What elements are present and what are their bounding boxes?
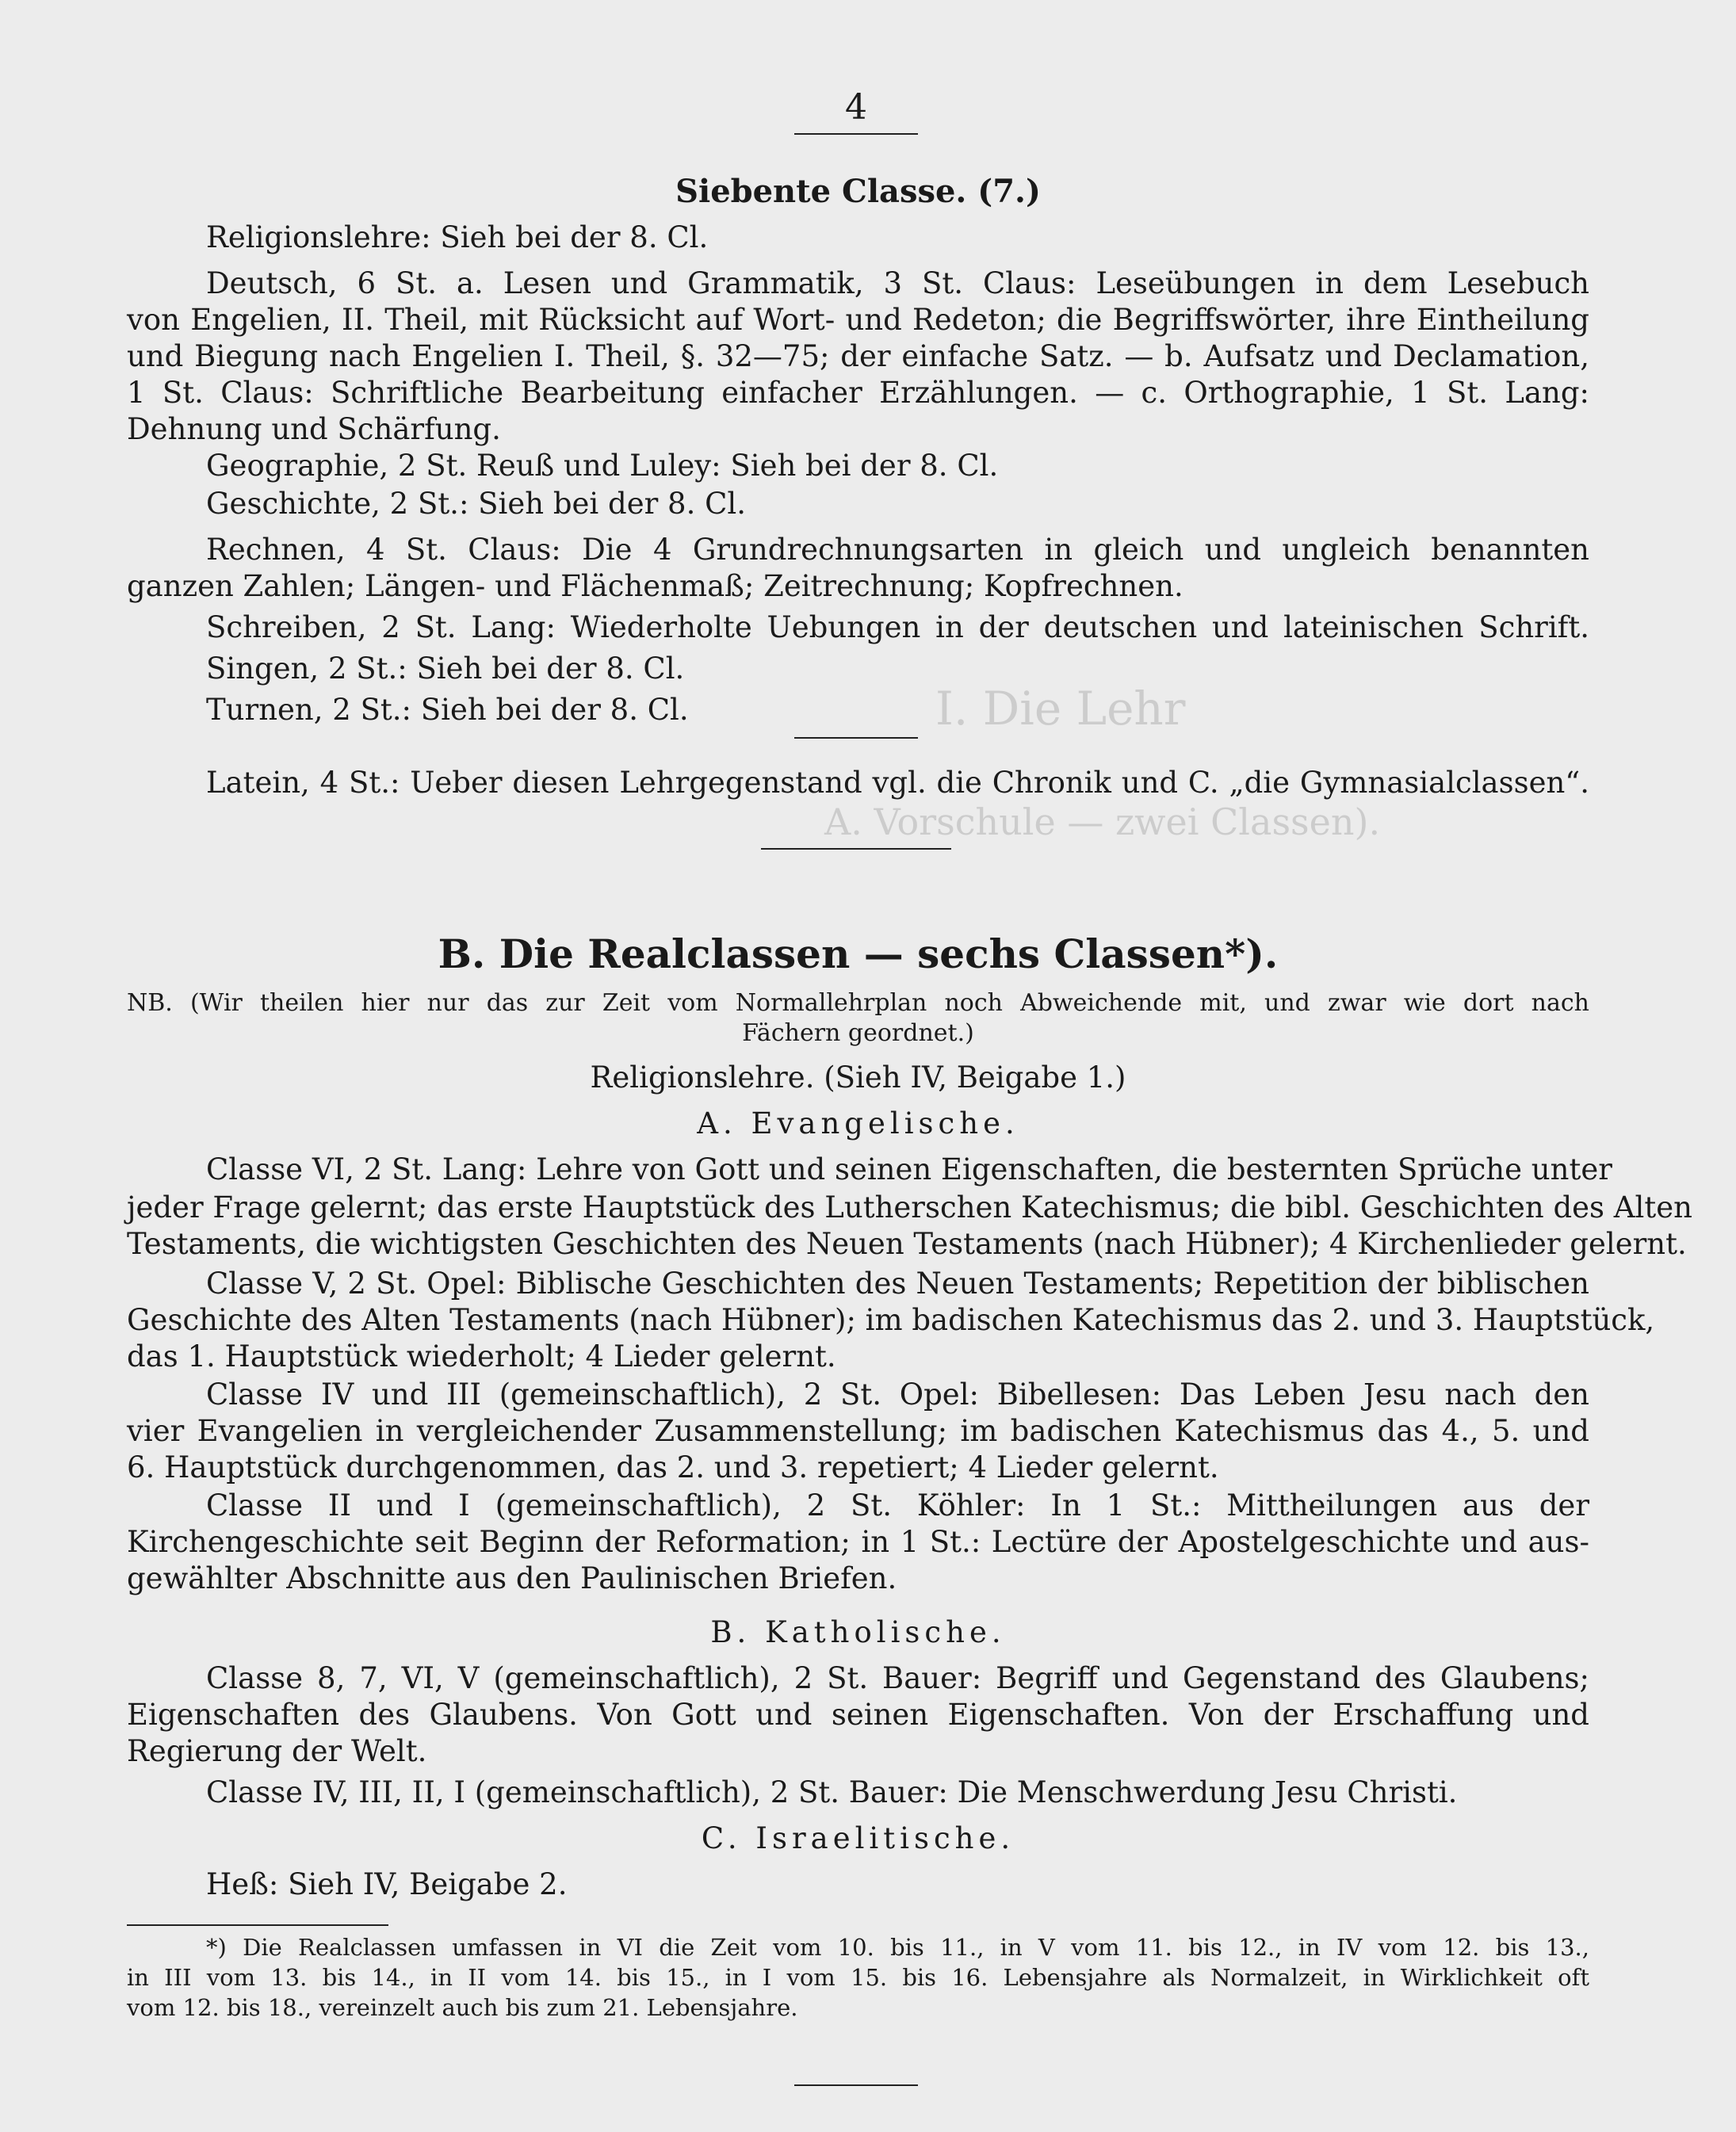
paragraph-line: Deutsch, 6 St. a. Lesen und Grammatik, 3 St. Claus: Leseübungen in dem Lesebuch	[206, 266, 1589, 300]
footnote-rule	[127, 1924, 388, 1926]
paragraph-line: Classe IV und III (gemeinschaftlich), 2 St. Opel: Bibellesen: Das Leben Jesu nach den	[206, 1377, 1589, 1412]
note-line: Fächern geordnet.)	[742, 1019, 974, 1047]
subsection-title-religionslehre: Religionslehre. (Sieh IV, Beigabe 1.)	[590, 1060, 1126, 1095]
footnote-line: vom 12. bis 18., vereinzelt auch bis zum 21. Lebensjahre.	[127, 1994, 798, 2021]
paragraph-line: Geschichte, 2 St.: Sieh bei der 8. Cl.	[206, 487, 747, 521]
note-line: NB. (Wir theilen hier nur das zur Zeit vom Normallehrplan noch Abweichende mit, und zwar wie dort nach	[127, 989, 1589, 1017]
footnote-line: *) Die Realclassen umfassen in VI die Zeit vom 10. bis 11., in V vom 11. bis 12., in IV vom 12. bis 13.,	[206, 1934, 1589, 1961]
paragraph-line: vier Evangelien in vergleichender Zusammenstellung; im badischen Katechismus das 4., 5. und	[127, 1414, 1589, 1448]
bleed-through-heading: I. Die Lehr	[935, 682, 1186, 736]
paragraph-line: Rechnen, 4 St. Claus: Die 4 Grundrechnungsarten in gleich und ungleich benannten	[206, 533, 1589, 567]
section-title-realclassen: B. Die Realclassen — sechs Classen*).	[438, 930, 1279, 977]
page-end-rule	[794, 2084, 918, 2086]
paragraph-line: Classe 8, 7, VI, V (gemeinschaftlich), 2 St. Bauer: Begriff und Gegenstand des Glaubens;	[206, 1661, 1589, 1695]
subsection-title-israelitische: C. Israelitische.	[701, 1821, 1015, 1855]
section-divider	[794, 737, 918, 739]
paragraph-line: 6. Hauptstück durchgenommen, das 2. und 3. repetiert; 4 Lieder gelernt.	[127, 1450, 1219, 1484]
paragraph-line: das 1. Hauptstück wiederholt; 4 Lieder gelernt.	[127, 1339, 836, 1374]
paragraph-line: Singen, 2 St.: Sieh bei der 8. Cl.	[206, 651, 685, 686]
paragraph-line: Testaments, die wichtigsten Geschichten des Neuen Testaments (nach Hübner); 4 Kirchenlieder gelernt.	[127, 1227, 1687, 1261]
paragraph-line: jeder Frage gelernt; das erste Hauptstück des Lutherschen Katechismus; die bibl. Geschichten des Alten	[127, 1190, 1692, 1225]
subsection-title-katholische: B. Katholische.	[710, 1615, 1006, 1649]
paragraph-line: Classe VI, 2 St. Lang: Lehre von Gott und seinen Eigenschaften, die besternten Sprüche unter	[206, 1152, 1612, 1186]
paragraph-line: Turnen, 2 St.: Sieh bei der 8. Cl.	[206, 693, 689, 727]
paragraph-line: Eigenschaften des Glaubens. Von Gott und seinen Eigenschaften. Von der Erschaffung und	[127, 1698, 1589, 1732]
paragraph-line: Regierung der Welt.	[127, 1734, 427, 1768]
paragraph-line: Kirchengeschichte seit Beginn der Reformation; in 1 St.: Lectüre der Apostelgeschichte und aus-	[127, 1525, 1589, 1559]
paragraph-line: 1 St. Claus: Schriftliche Bearbeitung einfacher Erzählungen. — c. Orthographie, 1 St. Lang:	[127, 376, 1589, 410]
paragraph-line: Classe II und I (gemeinschaftlich), 2 St. Köhler: In 1 St.: Mittheilungen aus der	[206, 1488, 1589, 1523]
paragraph-line: Schreiben, 2 St. Lang: Wiederholte Uebungen in der deutschen und lateinischen Schrift.	[206, 610, 1589, 644]
paragraph-line: Geschichte des Alten Testaments (nach Hübner); im badischen Katechismus das 2. und 3. Hauptstück,	[127, 1303, 1655, 1337]
page-number-rule	[794, 133, 918, 135]
paragraph-line: Classe IV, III, II, I (gemeinschaftlich), 2 St. Bauer: Die Menschwerdung Jesu Christi.	[206, 1775, 1458, 1809]
section-divider	[761, 848, 951, 850]
paragraph-line: Classe V, 2 St. Opel: Biblische Geschichten des Neuen Testaments; Repetition der biblischen	[206, 1267, 1589, 1301]
page-number: 4	[845, 87, 867, 128]
section-title-siebente-classe: Siebente Classe. (7.)	[675, 173, 1041, 210]
paragraph-line: Religionslehre: Sieh bei der 8. Cl.	[206, 220, 709, 254]
paragraph-line: von Engelien, II. Theil, mit Rücksicht auf Wort- und Redeton; die Begriffswörter, ihre Eintheilung	[127, 303, 1589, 337]
paragraph-line: ganzen Zahlen; Längen- und Flächenmaß; Zeitrechnung; Kopfrechnen.	[127, 569, 1183, 603]
paragraph-line: Dehnung und Schärfung.	[127, 412, 501, 446]
bleed-through-subheading: A. Vorschule — zwei Classen).	[824, 800, 1381, 843]
paragraph-line: und Biegung nach Engelien I. Theil, §. 32—75; der einfache Satz. — b. Aufsatz und Declamation,	[127, 339, 1589, 373]
paragraph-line: Geographie, 2 St. Reuß und Luley: Sieh bei der 8. Cl.	[206, 449, 999, 483]
footnote-line: in III vom 13. bis 14., in II vom 14. bis 15., in I vom 15. bis 16. Lebensjahre als Normalzeit, in Wirklichkeit oft	[127, 1964, 1589, 1991]
paragraph-line: Heß: Sieh IV, Beigabe 2.	[206, 1867, 568, 1901]
paragraph-line: gewählter Abschnitte aus den Paulinischen Briefen.	[127, 1561, 897, 1595]
paragraph-line: Latein, 4 St.: Ueber diesen Lehrgegenstand vgl. die Chronik und C. „die Gymnasialclassen“.	[206, 766, 1589, 800]
subsection-title-evangelische: A. Evangelische.	[697, 1106, 1019, 1141]
